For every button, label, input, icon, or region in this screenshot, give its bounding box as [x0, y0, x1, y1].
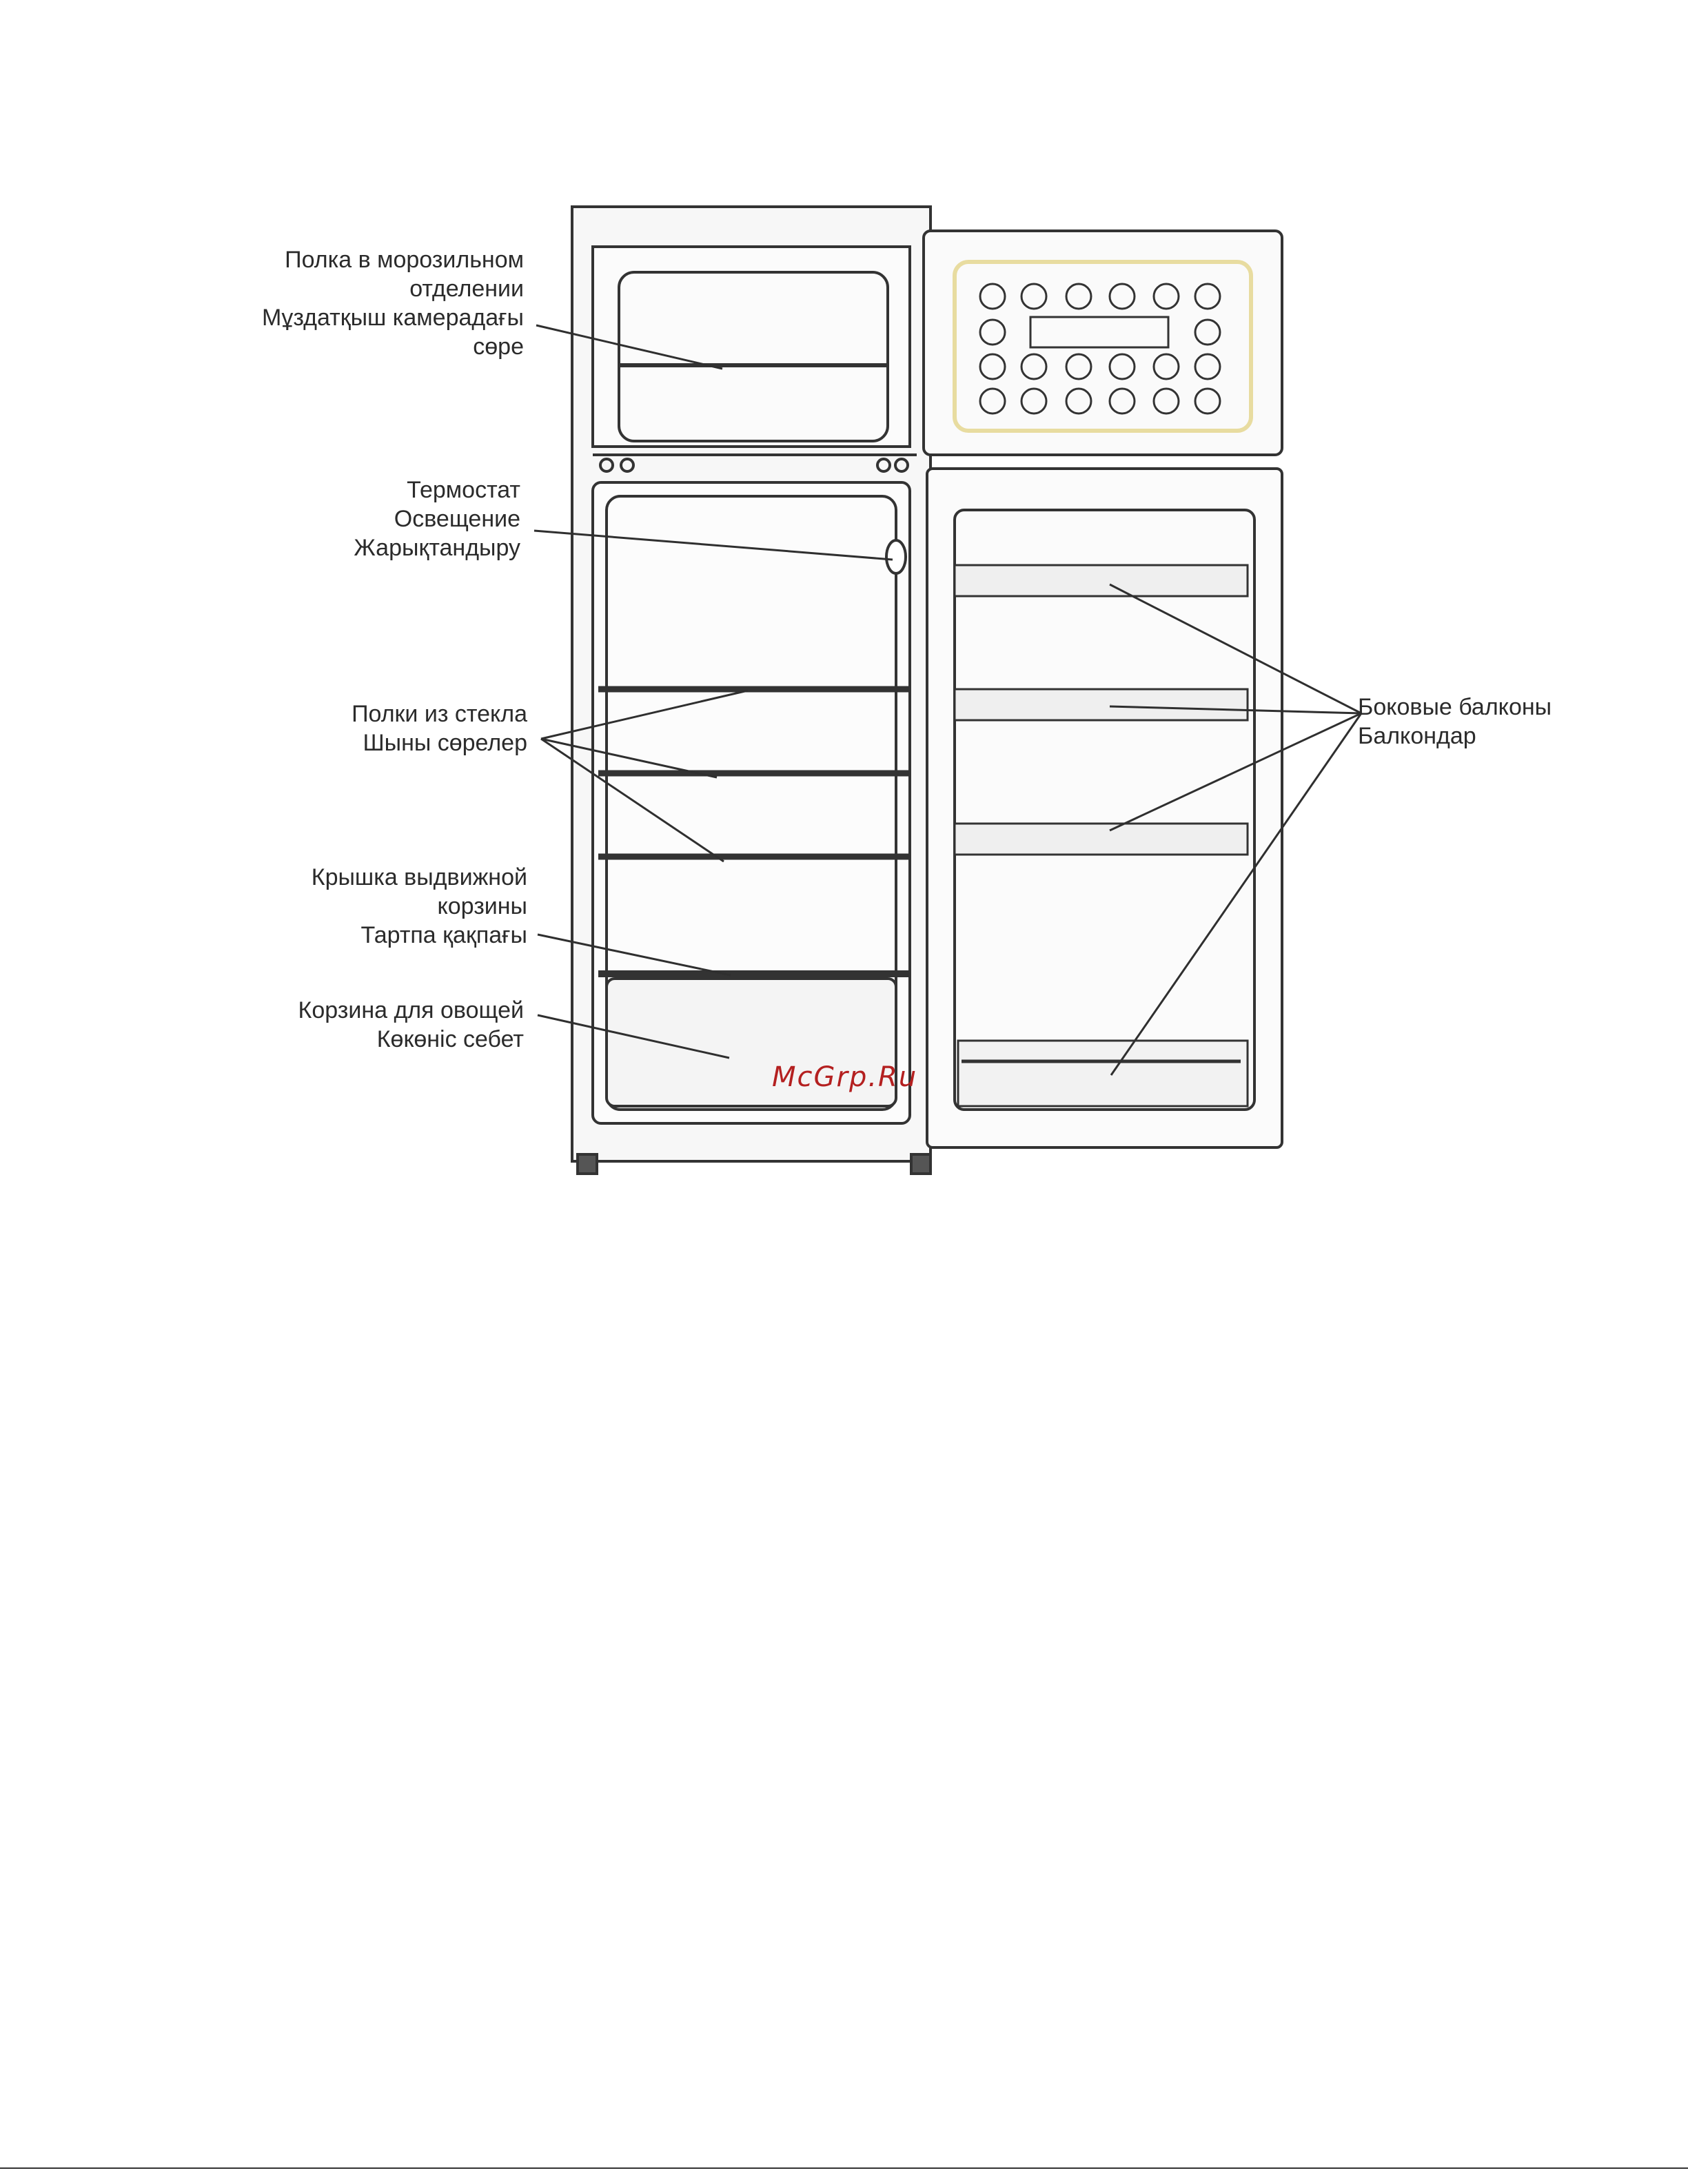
- thermostat-label: [245, 476, 520, 562]
- door-balconies-label-line: Боковые балконы: [1358, 694, 1552, 720]
- door-balcony-3: [955, 824, 1248, 855]
- freezer-shelf-label-line: сөре: [473, 334, 524, 360]
- thermostat-label-line: Термостат: [407, 477, 520, 503]
- thermostat-light: [886, 540, 906, 573]
- freezer-shelf-label: [179, 245, 524, 361]
- glass-shelves-label-line: Полки из стекла: [352, 701, 527, 727]
- crisper-cover-label: [248, 863, 527, 950]
- crisper-cover-label-line: корзины: [437, 893, 527, 919]
- door-balcony-1: [955, 565, 1248, 596]
- thermostat-label-line: Жарықтандыру: [354, 535, 520, 561]
- freezer-shelf-label-line: отделении: [409, 276, 524, 302]
- footer-divider: [0, 2167, 1688, 2169]
- freezer-compartment: [593, 247, 910, 447]
- door-balconies-label-line: Балкондар: [1358, 723, 1476, 749]
- freezer-door: [924, 231, 1282, 455]
- freezer-shelf-label-line: Мұздатқыш камерадағы: [262, 305, 524, 331]
- door-balcony-2: [955, 689, 1248, 720]
- vegetable-basket-label-line: Көкөніс себет: [376, 1026, 524, 1052]
- crisper-cover-label-line: Крышка выдвижной: [311, 864, 527, 890]
- crisper-cover-label-line: Тартпа қақпағы: [360, 922, 527, 948]
- door-balconies-label: [1358, 693, 1634, 751]
- vegetable-basket-label: [248, 996, 524, 1054]
- thermostat-label-line: Освещение: [394, 506, 520, 532]
- freezer-shelf-label-line: Полка в морозильном: [285, 247, 524, 273]
- glass-shelves-label-line: Шыны сөрелер: [363, 730, 527, 756]
- glass-shelves-label: [255, 700, 527, 757]
- vegetable-basket-label-line: Корзина для овощей: [298, 997, 524, 1023]
- watermark: McGrp.Ru: [772, 1061, 918, 1093]
- door-balcony-4: [958, 1041, 1248, 1106]
